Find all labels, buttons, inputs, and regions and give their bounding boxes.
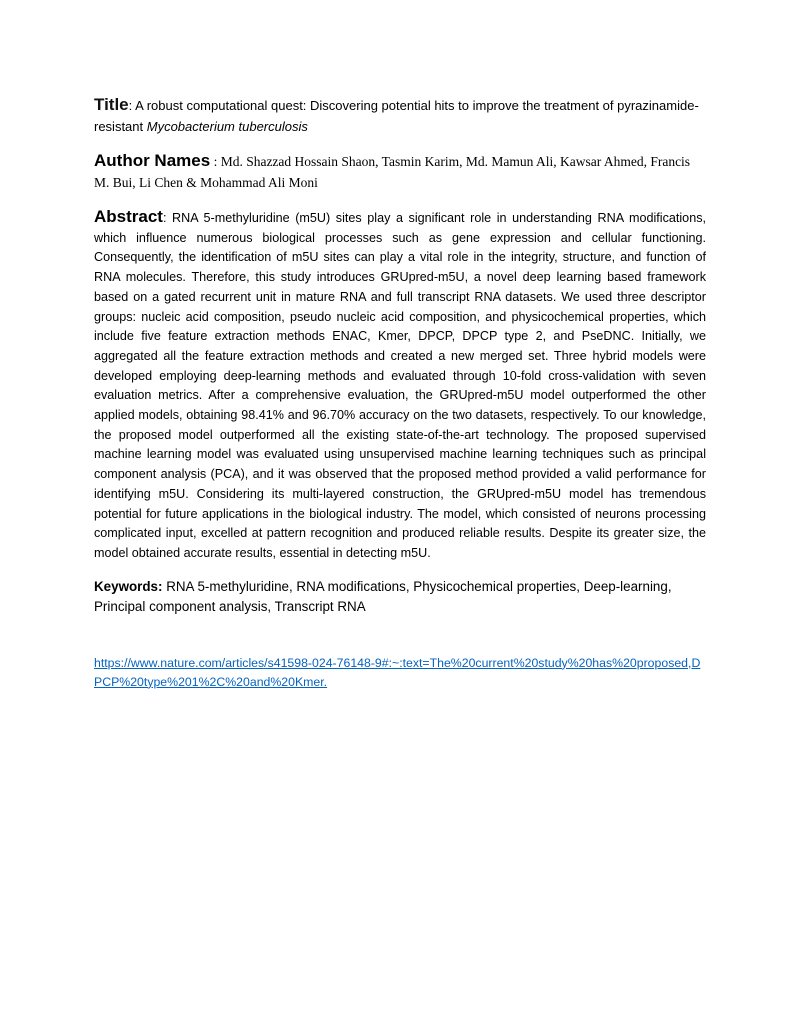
source-link[interactable]: https://www.nature.com/articles/s41598-024-76148-9#:~:text=The%20current%20study%20has%20proposed,DPCP%20type%201%2C%20and%20Kmer.	[94, 655, 701, 689]
authors-text: : Md. Shazzad Hossain Shaon, Tasmin Karim, Md. Mamun Ali, Kawsar Ahmed, Francis M. Bui, Li Chen & Mohammad Ali Moni	[94, 154, 691, 190]
paper-title	[94, 94, 706, 137]
keywords-text: RNA 5-methyluridine, RNA modifications, Physicochemical properties, Deep-learning, Principal component analysis, Transcript RNA	[94, 578, 672, 614]
title-label: Title	[94, 95, 129, 114]
abstract	[94, 207, 706, 564]
title-text: : A robust computational quest: Discovering potential hits to improve the treatment of pyrazinamide-resistant	[94, 98, 699, 134]
keywords	[94, 577, 706, 617]
source-link-block	[94, 654, 706, 692]
abstract-text: : RNA 5-methyluridine (m5U) sites play a significant role in understanding RNA modifications, which influence numerous biological processes such as gene expression and cellular functioning. Consequently, the identification of m5U sites can play a vital role in the integrity, structure, and function of RNA molecules. Therefore, this study introduces GRUpred-m5U, a novel deep learning based framework based on a gated recurrent unit in mature RNA and full transcript RNA datasets. We used three descriptor groups: nucleic acid composition, pseudo nucleic acid composition, and physicochemical properties, which include five feature extraction methods ENAC, Kmer, DPCP, DPCP type 2, and PseDNC. Initially, we aggregated all the feature extraction methods and created a new merged set. Three hybrid models were developed employing deep-learning methods and evaluated through 10-fold cross-validation with seven evaluation metrics. After a comprehensive evaluation, the GRUpred-m5U model outperformed the other applied models, obtaining 98.41% and 96.70% accuracy on the two datasets, respectively. To our knowledge, the proposed model outperformed all the existing state-of-the-art technology. The proposed supervised machine learning model was evaluated using unsupervised machine learning techniques such as principal component analysis (PCA), and it was observed that the proposed method provided a valid performance for identifying m5U. Considering its multi-layered construction, the GRUpred-m5U model has tremendous potential for future applications in the biological industry. The model, which consisted of neurons processing complicated input, excelled at pattern recognition and produced reliable results. Despite its greater size, the model obtained accurate results, essential in detecting m5U.	[94, 211, 706, 560]
title-italic-text: Mycobacterium tuberculosis	[146, 119, 308, 134]
author-names	[94, 150, 706, 193]
document-page	[94, 94, 706, 692]
abstract-label: Abstract	[94, 207, 163, 226]
keywords-label: Keywords:	[94, 578, 163, 594]
authors-label: Author Names	[94, 151, 211, 170]
